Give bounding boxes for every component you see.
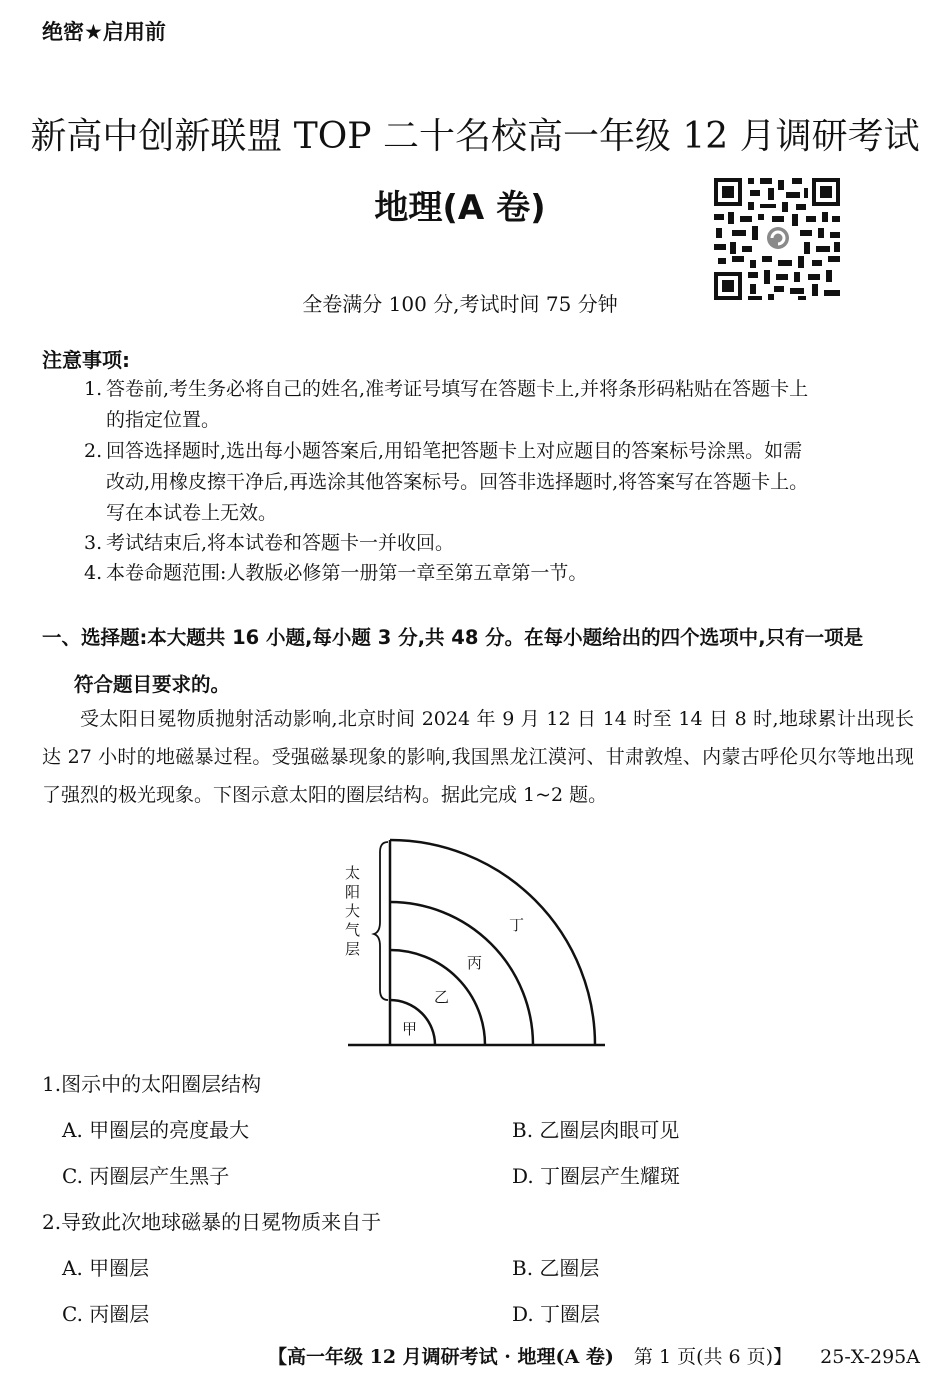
layer-label-bing: 丙 bbox=[467, 954, 483, 972]
option-d: D. 丁圈层 bbox=[512, 1302, 601, 1326]
qr-code-icon bbox=[712, 176, 842, 302]
exam-title: 新高中创新联盟 TOP 二十名校高一年级 12 月调研考试 bbox=[30, 116, 920, 157]
notice-number: 2. bbox=[84, 440, 103, 462]
bracket-label-char: 阳 bbox=[345, 883, 361, 901]
notice-text: 本卷命题范围:人教版必修第一册第一章至第五章第一节。 bbox=[106, 562, 588, 584]
bracket-label-char: 大 bbox=[345, 902, 361, 920]
option-d: D. 丁圈层产生耀斑 bbox=[512, 1164, 681, 1188]
bracket-label-char: 层 bbox=[345, 940, 361, 958]
notice-number: 4. bbox=[84, 562, 103, 584]
question-stem: 1.图示中的太阳圈层结构 bbox=[42, 1072, 262, 1096]
notice-number: 3. bbox=[84, 532, 103, 554]
footer-title: 【高一年级 12 月调研考试 · 地理(A 卷) bbox=[268, 1346, 614, 1368]
notice-text: 回答选择题时,选出每小题答案后,用铅笔把答题卡上对应题目的答案标号涂黑。如需 bbox=[106, 440, 803, 462]
layer-label-ding: 丁 bbox=[509, 916, 525, 934]
option-a: A. 甲圈层 bbox=[62, 1256, 150, 1280]
sun-layer-diagram bbox=[340, 832, 610, 1052]
option-c: C. 丙圈层 bbox=[62, 1302, 150, 1326]
notice-item bbox=[84, 528, 914, 559]
notice-item bbox=[84, 436, 914, 529]
page-footer bbox=[0, 1342, 920, 1369]
notice-text: 考试结束后,将本试卷和答题卡一并收回。 bbox=[106, 532, 455, 554]
notice-text: 改动,用橡皮擦干净后,再选涂其他答案标号。回答非选择题时,将答案写在答题卡上。 bbox=[106, 471, 809, 493]
option-a: A. 甲圈层的亮度最大 bbox=[62, 1118, 250, 1142]
bracket-label-char: 气 bbox=[345, 921, 361, 939]
footer-code: 25-X-295A bbox=[820, 1346, 920, 1368]
section-heading-line: 符合题目要求的。 bbox=[74, 673, 231, 696]
layer-arc-ding bbox=[390, 840, 595, 1045]
score-info: 全卷满分 100 分,考试时间 75 分钟 bbox=[302, 292, 618, 316]
notice-number: 1. bbox=[84, 378, 103, 400]
notice-text: 写在本试卷上无效。 bbox=[106, 502, 278, 524]
option-b: B. 乙圈层 bbox=[512, 1256, 600, 1280]
notice-text: 的指定位置。 bbox=[106, 409, 221, 431]
notice-text: 答卷前,考生务必将自己的姓名,准考证号填写在答题卡上,并将条形码粘贴在答题卡上 bbox=[106, 378, 809, 400]
notice-item bbox=[84, 558, 914, 589]
layer-label-jia: 甲 bbox=[402, 1020, 418, 1038]
secret-mark: 绝密★启用前 bbox=[42, 20, 166, 44]
atmosphere-bracket bbox=[374, 842, 388, 1000]
section-heading-line: 一、选择题:本大题共 16 小题,每小题 3 分,共 48 分。在每小题给出的四个选项中,只有一项是 bbox=[42, 626, 864, 649]
notice-item bbox=[84, 374, 914, 436]
layer-label-yi: 乙 bbox=[434, 988, 450, 1006]
bracket-label-char: 太 bbox=[345, 864, 361, 882]
footer-page: 第 1 页(共 6 页)】 bbox=[633, 1346, 793, 1368]
option-c: C. 丙圈层产生黑子 bbox=[62, 1164, 230, 1188]
reading-passage: 受太阳日冕物质抛射活动影响,北京时间 2024 年 9 月 12 日 14 时至 14 日 8 时,地球累计出现长达 27 小时的地磁暴过程。受强磁暴现象的影响,我国黑龙江漠河、甘肃敦煌、内蒙古呼伦贝尔等地出现了强烈的极光现象。下图示意太阳的圈层结构。据此完成 1~2 题。 bbox=[42, 708, 914, 806]
section-heading bbox=[42, 614, 914, 708]
subject-title: 地理(A 卷) bbox=[374, 188, 546, 228]
option-b: B. 乙圈层肉眼可见 bbox=[512, 1118, 680, 1142]
question-stem: 2.导致此次地球磁暴的日冕物质来自于 bbox=[42, 1210, 382, 1234]
notice-heading: 注意事项: bbox=[42, 348, 130, 372]
